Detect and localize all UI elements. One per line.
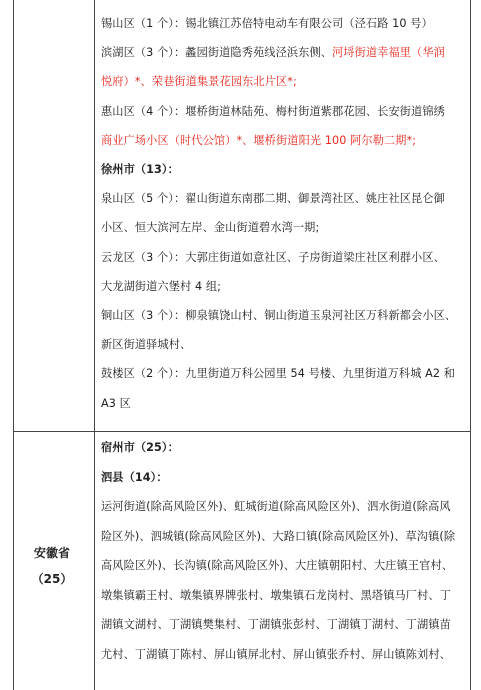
text-segment: 鼓楼区（2 个）：九里街道万科公园里 54 号楼、九里街道万科城 A2 和	[101, 367, 456, 381]
text-segment: 铜山区（3 个）：柳泉镇饶山村、铜山街道玉泉河社区万科新都会小区、	[101, 309, 457, 322]
text-line	[101, 440, 179, 456]
text-line	[101, 470, 168, 486]
text-line	[101, 133, 416, 149]
text-segment: 墩集镇霸王村、墩集镇界牌张村、墩集镇石龙岗村、黑塔镇马厂村、丁	[101, 588, 451, 602]
city-heading: 宿州市（25）：	[101, 441, 179, 454]
text-line	[101, 220, 319, 236]
text-segment: 滨湖区（3 个）：蠡园街道隐秀苑线泾浜东侧、	[101, 46, 333, 60]
highlighted-text: 悦府）*、荣巷街道集景花园东北片区*;	[101, 75, 297, 89]
text-line	[101, 558, 453, 574]
text-line	[101, 366, 455, 382]
text-segment: 锡山区（1 个）：锡北镇江苏倍特电动车有限公司（泾石路 10 号）	[101, 17, 433, 30]
text-line	[101, 617, 451, 633]
table-column-divider	[94, 0, 95, 690]
text-line	[101, 647, 451, 663]
text-segment: 湖镇文湖村、丁湖镇樊集村、丁湖镇张彭村、丁湖镇丁湖村、丁湖镇苗	[101, 618, 451, 631]
text-segment: 泉山区（5 个）：翟山街道东南郡二期、御景湾社区、姚庄社区昆仑御	[101, 192, 445, 206]
text-line	[101, 337, 191, 353]
text-line	[101, 396, 131, 412]
city-heading: 徐州市（13）：	[101, 163, 179, 176]
table-border-right	[470, 0, 471, 690]
text-line	[101, 529, 455, 545]
text-line	[101, 499, 451, 515]
text-segment: 高风险区外)、长沟镇(除高风险区外)、大庄镇朝阳村、大庄镇王官村、	[101, 559, 454, 572]
text-line	[101, 45, 445, 61]
text-segment: A3 区	[101, 396, 131, 410]
text-segment: 小区、恒大滨河左岸、金山街道碧水湾一期;	[101, 221, 320, 235]
text-segment: 新区街道驿城村、	[101, 338, 192, 352]
province-count: （25）	[31, 572, 73, 586]
highlighted-text: 商业广场小区（时代公馆）*、堰桥街道阳光 100 阿尔勒二期*;	[101, 133, 417, 147]
text-line	[101, 588, 451, 604]
highlighted-text: 河埒街道幸福里（华润	[332, 46, 445, 60]
city-heading: 泗县（14）：	[101, 470, 168, 484]
text-line	[101, 279, 221, 295]
text-segment: 尤村、丁湖镇丁陈村、屏山镇屏北村、屏山镇张乔村、屏山镇陈刘村、	[101, 647, 451, 661]
text-line	[101, 16, 433, 32]
text-segment: 运河街道(除高风险区外)、虹城街道(除高风险区外)、泗水街道(除高风	[101, 500, 451, 513]
text-segment: 险区外)、泗城镇(除高风险区外)、大路口镇(除高风险区外)、草沟镇(除	[101, 529, 456, 543]
text-line	[101, 308, 456, 324]
text-segment: 云龙区（3 个）：大郭庄街道如意社区、子房街道梁庄社区利群小区、	[101, 250, 445, 264]
table-row-divider	[13, 431, 471, 432]
text-line	[101, 162, 179, 178]
province-name: 安徽省	[33, 546, 70, 560]
text-line	[101, 74, 297, 90]
text-segment: 惠山区（4 个）：堰桥街道林陆苑、梅村街道紫郡花园、长安街道锦绣	[101, 104, 445, 118]
text-line	[101, 104, 445, 120]
text-line	[101, 250, 445, 266]
text-segment: 大龙湖街道六堡村 4 组;	[101, 279, 221, 293]
text-line	[101, 191, 445, 207]
